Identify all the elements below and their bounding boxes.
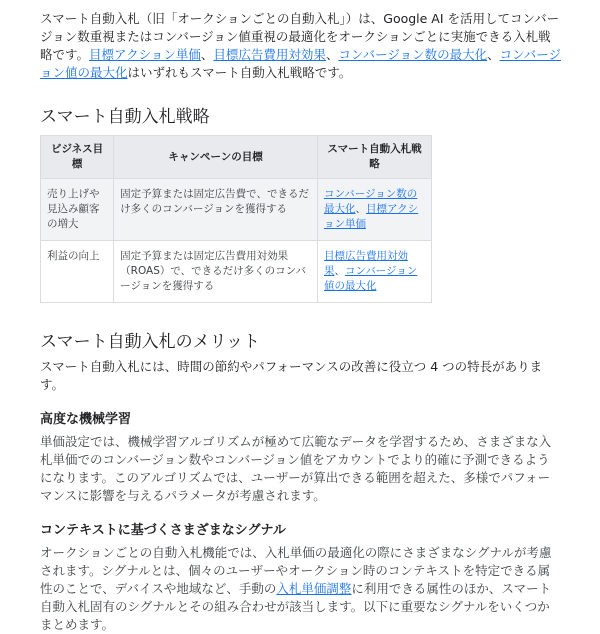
cell-business-goal: 利益の向上 <box>41 241 114 303</box>
intro-text-end: はいずれもスマート自動入札戦略です。 <box>127 65 352 80</box>
link-maximize-conversion-value[interactable]: コンバージョン値の最大化 <box>40 47 561 80</box>
separator: 、 <box>355 203 366 215</box>
signals-text: オークションごとの自動入札機能では、入札単価の最適化の際にさまざまなシグナルが考慮されます。シグナルとは、個々のユーザーやオークション時のコンテキストを特定できる属性のことで、デバイスや地域など、手動の <box>40 545 552 596</box>
signals-text-end: に利用できる属性のほか、スマート自動入札固有のシグナルとその組み合わせが該当します。以下に重要なシグナルをいくつかまとめます。 <box>40 581 552 632</box>
cell-campaign-goal: 固定予算または固定広告費用対効果（ROAS）で、できるだけ多くのコンバージョンを獲得する <box>114 241 318 303</box>
separator: 、 <box>334 265 345 277</box>
separator: 、 <box>325 47 339 62</box>
header-campaign-goal: キャンペーンの目標 <box>114 136 318 179</box>
ml-heading: 高度な機械学習 <box>40 412 132 427</box>
link-maximize-conversions[interactable]: コンバージョン数の最大化 <box>323 188 418 215</box>
cell-campaign-goal: 固定予算または固定広告費で、できるだけ多くのコンバージョンを獲得する <box>114 179 318 241</box>
link-maximize-conversions[interactable]: コンバージョン数の最大化 <box>338 47 488 62</box>
merit-heading: スマート自動入札のメリット <box>40 332 260 352</box>
signals-heading: コンテキストに基づくさまざまなシグナル <box>40 523 286 538</box>
ml-paragraph: 単価設定では、機械学習アルゴリズムが極めて広範なデータを学習するため、さまざまな入札単価でのコンバージョン数やコンバージョン値をアカウントでより的確に予測できるようになります。このアルゴリズムでは、ユーザーが算出できる範囲を超えた、多様でパフォーマンスに影響を与えるパラメータが考慮されます。 <box>40 434 552 503</box>
link-target-cpa[interactable]: 目標アクション単価 <box>89 47 201 62</box>
header-smart-bidding: スマート自動入札戦略 <box>317 136 431 179</box>
link-maximize-conversion-value[interactable]: コンバージョン値の最大化 <box>323 265 418 292</box>
link-target-roas[interactable]: 目標広告費用対効果 <box>213 47 326 62</box>
signals-paragraph <box>40 544 562 634</box>
strategy-heading: スマート自動入札戦略 <box>40 107 210 127</box>
table-row <box>41 179 432 241</box>
link-target-cpa[interactable]: 目標アクション単価 <box>323 203 419 230</box>
cell-business-goal: 売り上げや見込み顧客の増大 <box>41 179 114 241</box>
intro-paragraph <box>40 10 562 82</box>
separator: 、 <box>487 47 500 62</box>
intro-text: スマート自動入札（旧「オークションごとの自動入札」）は、Google AI を活用してコンバージョン数重視またはコンバージョン値重視の最適化をオークションごとに実施できる入札戦略です。 <box>40 11 560 62</box>
link-target-roas[interactable]: 目標広告費用対効果 <box>323 250 408 277</box>
strategy-table <box>40 135 432 303</box>
merit-intro: スマート自動入札には、時間の節約やパフォーマンスの改善に役立つ 4 つの特長があります。 <box>40 359 543 392</box>
separator: 、 <box>200 47 214 62</box>
table-header-row <box>41 136 432 179</box>
header-business-goal: ビジネス目標 <box>41 136 114 179</box>
cell-strategies <box>317 241 431 303</box>
link-bid-adjustments[interactable]: 入札単価調整 <box>276 581 352 596</box>
cell-strategies <box>317 179 431 241</box>
table-row <box>41 241 432 303</box>
